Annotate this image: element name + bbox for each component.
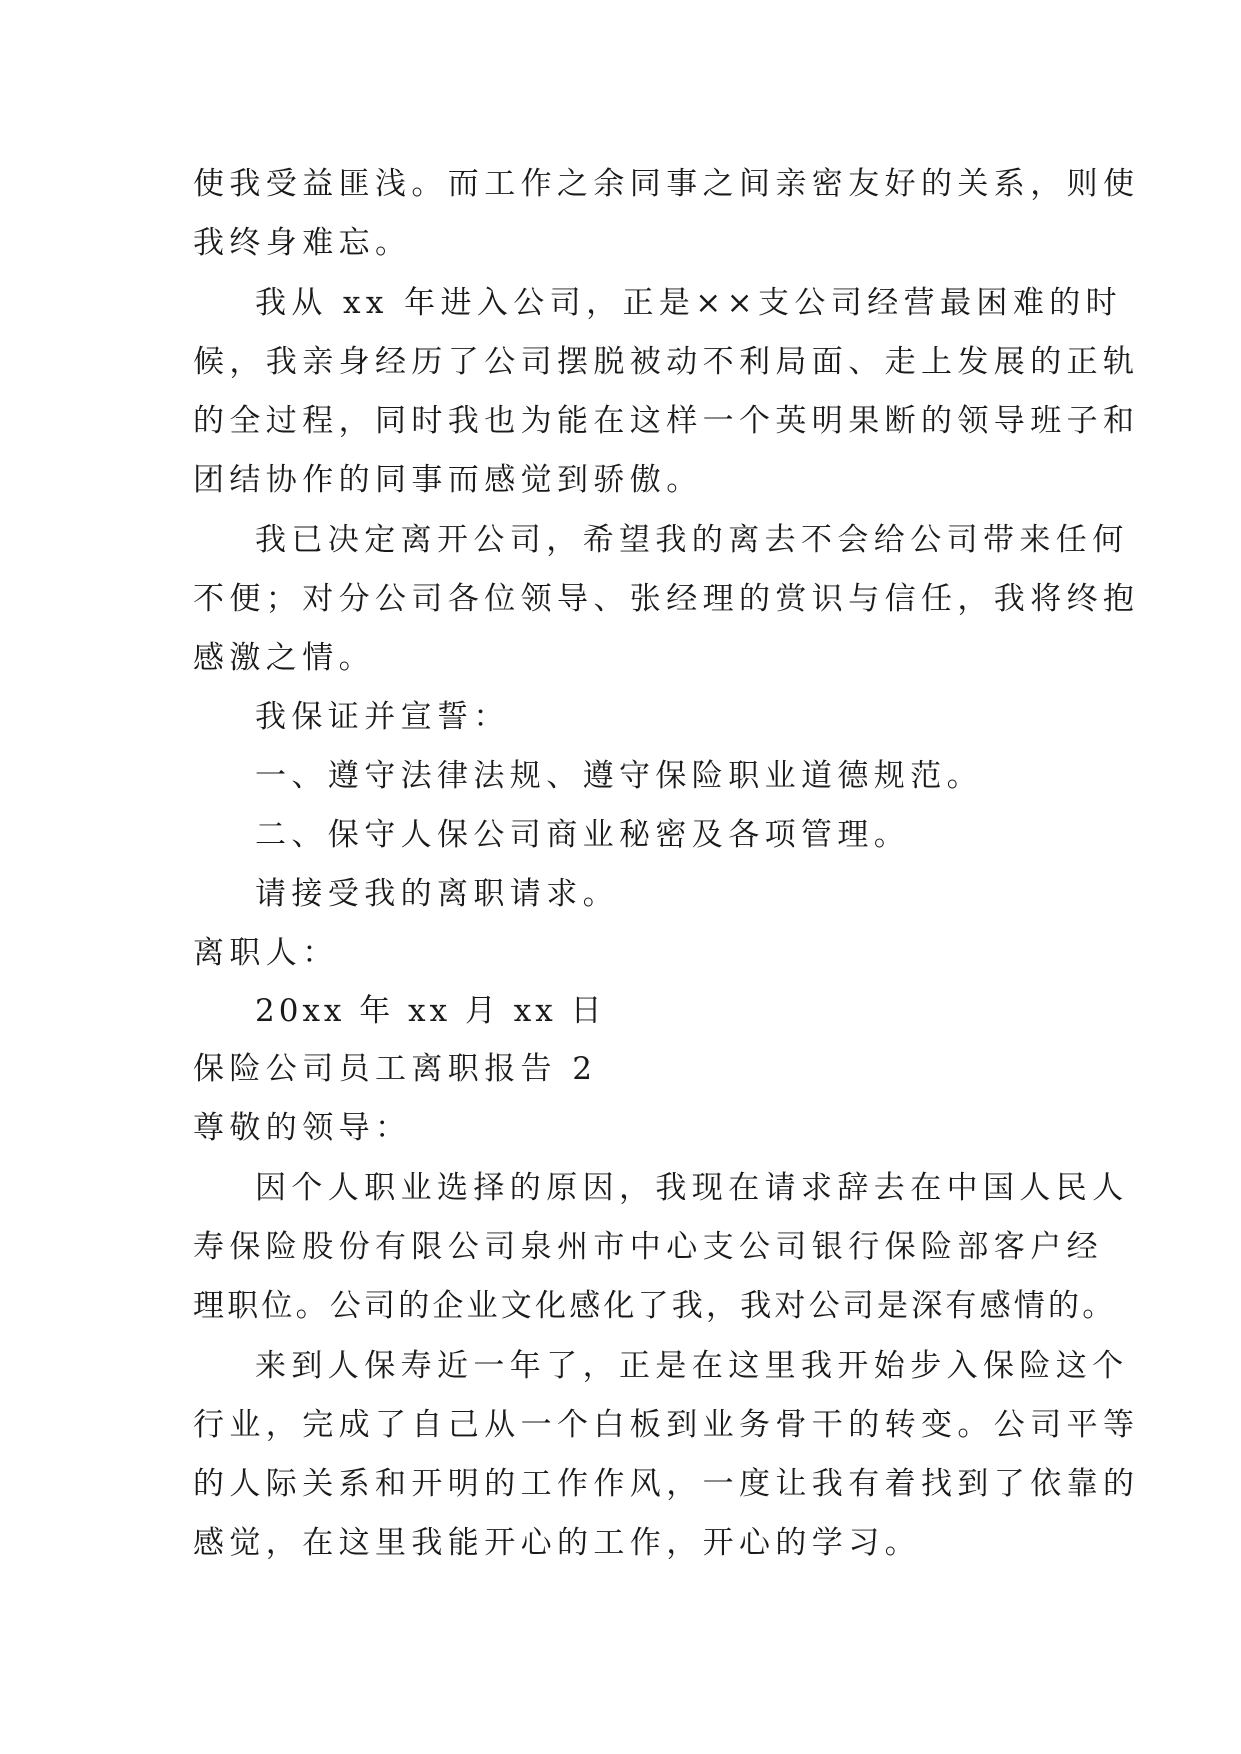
paragraph-start: 来到人保寿近一年了，正是在这里我开始步入保险这个 [255,1348,1129,1384]
text-line: 我终身难忘。 [193,225,412,261]
signature-label: 离职人： [193,935,339,971]
section-title: 保险公司员工离职报告 2 [193,1051,598,1087]
text-line: 使我受益匪浅。而工作之余同事之间亲密友好的关系，则使 [193,166,1140,202]
text-line: 的人际关系和开明的工作作风，一度让我有着找到了依靠的 [193,1466,1140,1502]
text-line: 不便；对分公司各位领导、张经理的赏识与信任，我将终抱 [193,581,1140,617]
date-line: 20xx 年 xx 月 xx 日 [255,993,606,1029]
pledge-item-1: 一、遵守法律法规、遵守保险职业道德规范。 [255,758,983,794]
request-line: 请接受我的离职请求。 [255,876,619,912]
text-line: 感觉，在这里我能开心的工作，开心的学习。 [193,1525,921,1561]
text-line: 感激之情。 [193,640,375,676]
salutation: 尊敬的领导： [193,1110,412,1146]
paragraph-start: 我从 xx 年进入公司，正是××支公司经营最困难的时 [255,285,1123,321]
text-line: 的全过程，同时我也为能在这样一个英明果断的领导班子和 [193,403,1140,439]
paragraph-start: 因个人职业选择的原因，我现在请求辞去在中国人民人 [255,1170,1129,1206]
pledge-item-2: 二、保守人保公司商业秘密及各项管理。 [255,817,911,853]
text-line: 团结协作的同事而感觉到骄傲。 [193,462,703,498]
pledge-heading: 我保证并宣誓： [255,699,510,735]
text-line: 行业，完成了自己从一个白板到业务骨干的转变。公司平等 [193,1407,1140,1443]
text-line: 理职位。公司的企业文化感化了我，我对公司是深有感情的。 [193,1288,1117,1324]
text-line: 候，我亲身经历了公司摆脱被动不利局面、走上发展的正轨 [193,344,1140,380]
text-line: 寿保险股份有限公司泉州市中心支公司银行保险部客户经 [193,1229,1103,1265]
paragraph-start: 我已决定离开公司，希望我的离去不会给公司带来任何 [255,522,1129,558]
